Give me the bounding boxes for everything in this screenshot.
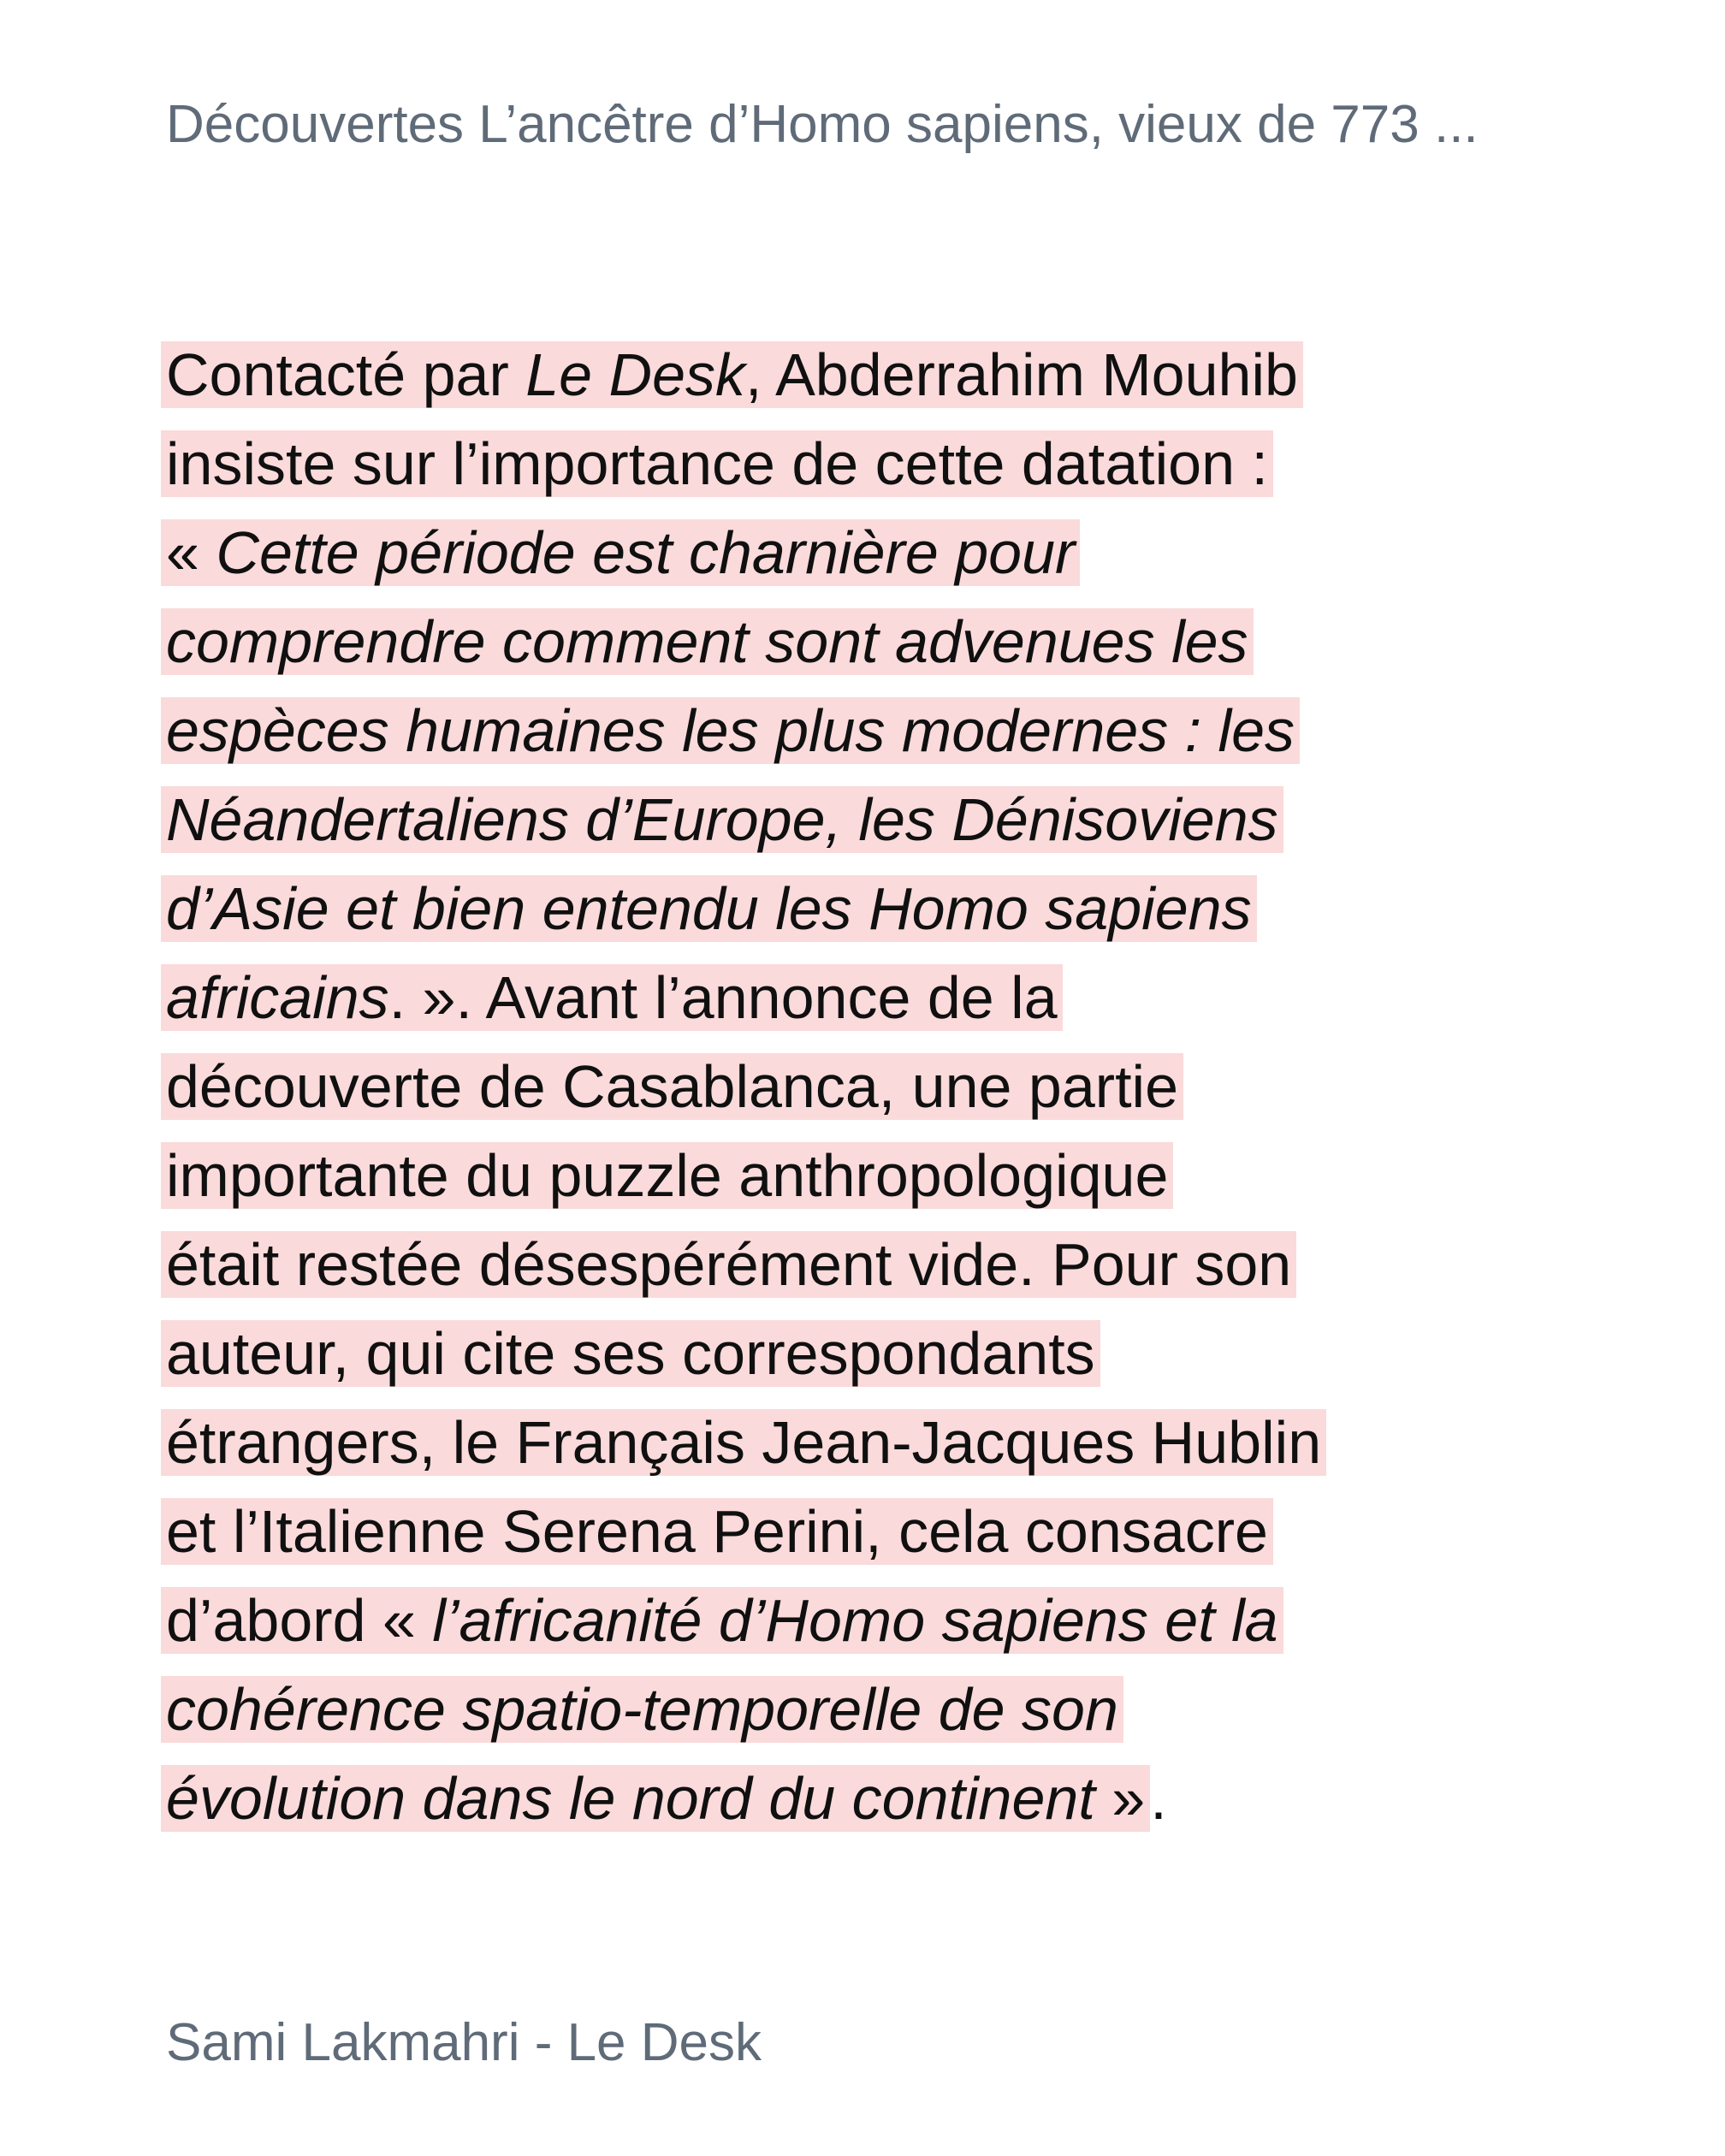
text-segment: et l’Italienne Serena Perini, cela consacre [166, 1498, 1268, 1565]
highlight-span [161, 1053, 1183, 1120]
trailing-period: . [1150, 1765, 1167, 1832]
highlight-span [161, 341, 1303, 408]
italic-text: Néandertaliens d’Europe, les Dénisoviens [166, 786, 1278, 853]
text-segment: étrangers, le Français Jean-Jacques Hublin [166, 1409, 1322, 1476]
highlight-span [161, 1231, 1296, 1298]
quote-line [166, 1309, 1569, 1398]
highlight-span [161, 1498, 1273, 1565]
text-segment: importante du puzzle anthropologique [166, 1142, 1169, 1209]
italic-text: Cette période est charnière pour [216, 519, 1076, 586]
quote-line [166, 1665, 1569, 1754]
highlight-span [161, 697, 1300, 764]
quote-line [166, 1576, 1569, 1665]
quote-line [166, 1042, 1569, 1131]
quote-line [166, 597, 1569, 686]
quote-line [166, 775, 1569, 864]
quote-line [166, 686, 1569, 775]
highlight-span [161, 786, 1283, 853]
text-segment: . ». Avant l’annonce de la [388, 964, 1058, 1031]
highlight-span [161, 1676, 1123, 1743]
quote-line [166, 864, 1569, 953]
text-segment: auteur, qui cite ses correspondants [166, 1320, 1095, 1387]
highlight-span [161, 1409, 1326, 1476]
italic-text: comprendre comment sont advenues les [166, 608, 1248, 675]
italic-text: africains [166, 964, 389, 1031]
author-credit: Sami Lakmahri - Le Desk [166, 2013, 762, 2072]
text-segment: « [166, 519, 216, 586]
italic-text: évolution dans le nord du continent [166, 1765, 1095, 1832]
italic-text: d’Asie et bien entendu les Homo sapiens [166, 875, 1252, 942]
quote-line [166, 508, 1569, 597]
quote-line [166, 1398, 1569, 1487]
quote-line [166, 419, 1569, 508]
text-segment: Contacté par [166, 341, 526, 408]
highlight-span [161, 1320, 1100, 1387]
quote-line [166, 1131, 1569, 1220]
text-segment: d’abord « [166, 1587, 433, 1654]
italic-text: cohérence spatio-temporelle de son [166, 1676, 1118, 1743]
quote-line [166, 330, 1569, 419]
quote-line [166, 1754, 1569, 1843]
highlight-span [161, 519, 1080, 586]
quote-line [166, 1220, 1569, 1309]
text-segment: insiste sur l’importance de cette datation : [166, 430, 1268, 497]
highlight-span [161, 1765, 1150, 1832]
highlight-span [161, 875, 1257, 942]
text-segment: découverte de Casablanca, une partie [166, 1053, 1179, 1120]
italic-text: Le Desk [525, 341, 746, 408]
article-title: Découvertes L’ancêtre d’Homo sapiens, vieux de 773 ... [166, 95, 1479, 154]
highlight-span [161, 964, 1063, 1031]
italic-text: espèces humaines les plus modernes : les [166, 697, 1295, 764]
italic-text: l’africanité d’Homo sapiens et la [432, 1587, 1278, 1654]
highlight-span [161, 1587, 1283, 1654]
highlighted-quote [166, 330, 1569, 1843]
highlight-span [161, 430, 1273, 497]
text-segment: était restée désespérément vide. Pour son [166, 1231, 1292, 1298]
highlight-span [161, 1142, 1173, 1209]
quote-line [166, 1487, 1569, 1576]
text-segment: , Abderrahim Mouhib [745, 341, 1298, 408]
text-segment: » [1094, 1765, 1146, 1832]
highlight-span [161, 608, 1254, 675]
quote-line [166, 953, 1569, 1042]
